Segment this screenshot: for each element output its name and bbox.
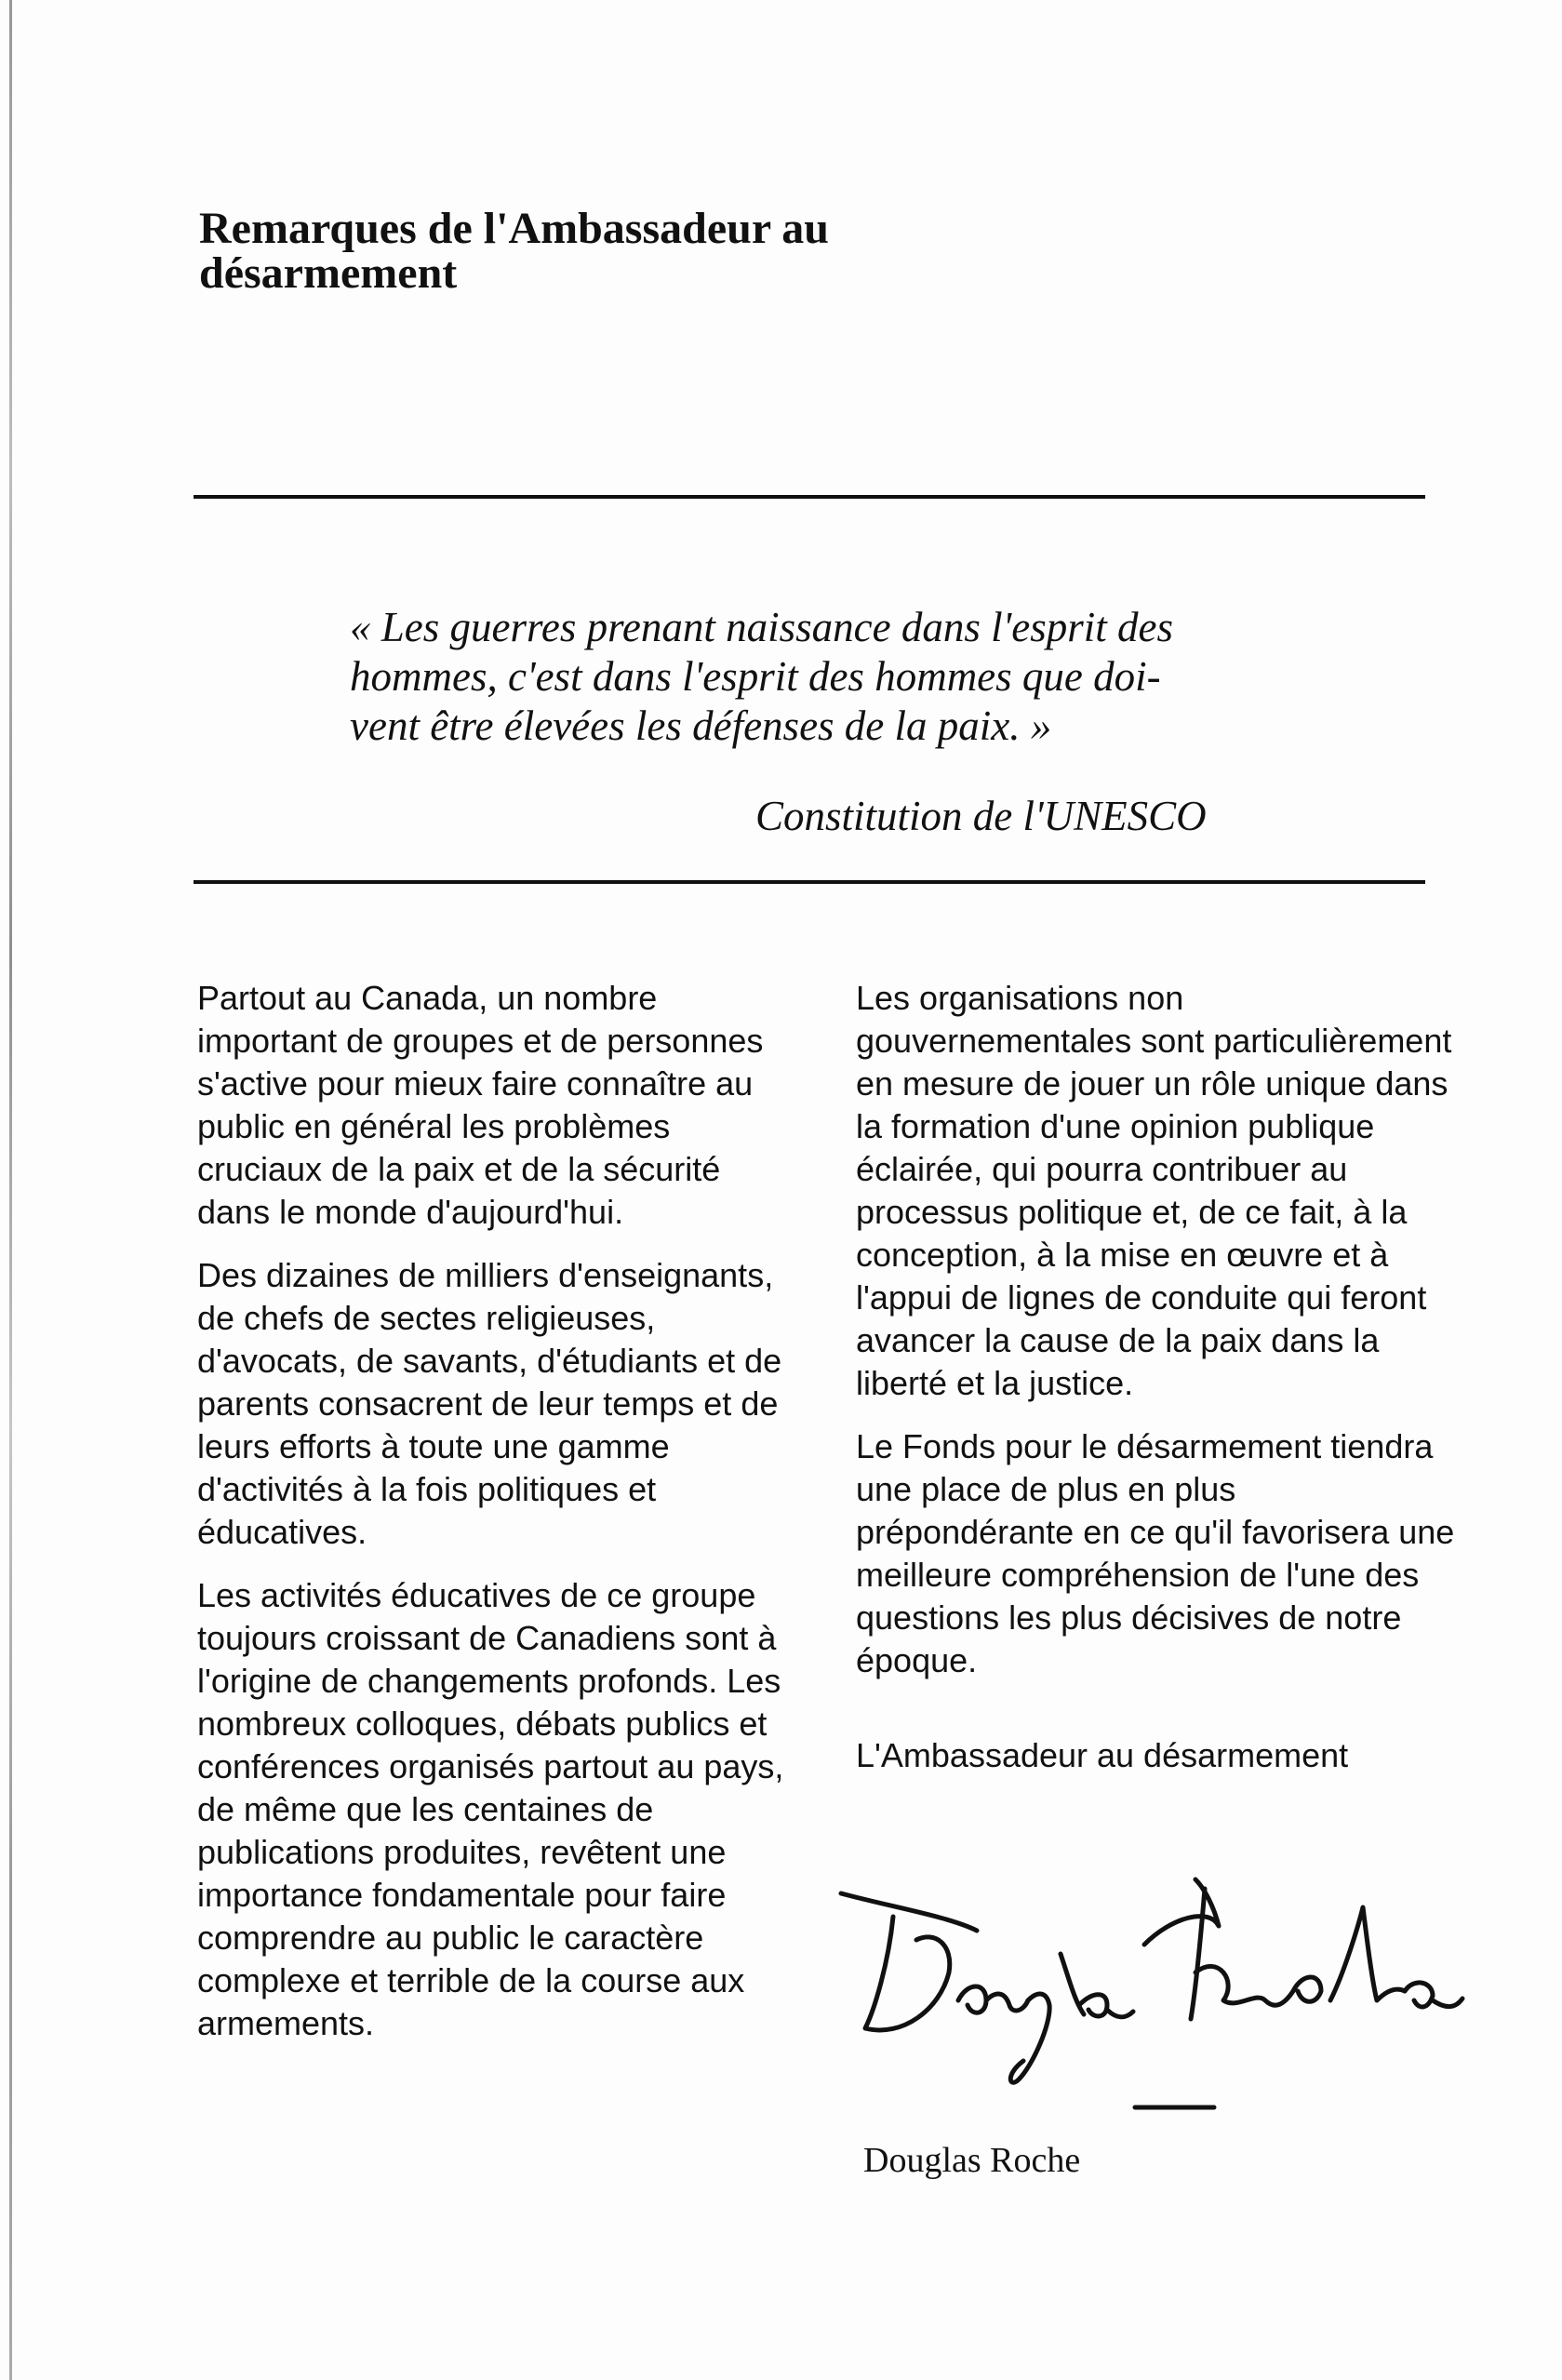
title-line-1: Remarques de l'Ambassadeur au — [199, 204, 829, 253]
scan-edge — [9, 0, 12, 2380]
paragraph: Des dizaines de milliers d'enseignants, de chefs de sectes religieuses, d'avocats, de savants, d'étudiants et de parents consacrent de leur temps et de leurs efforts à toute une gamme d'activités à la fois politiques et éducatives. — [197, 1256, 782, 1551]
epigraph-source: Constitution de l'UNESCO — [755, 793, 1207, 839]
epigraph-quote — [350, 603, 1243, 751]
signatory-role: L'Ambassadeur au désarmement — [856, 1736, 1349, 1774]
title-line-2: désarmement — [199, 248, 458, 298]
paragraph: Partout au Canada, un nombre important de groupes et de personnes s'active pour mieux faire connaître au public en général les problèmes cruciaux de la paix et de la sécurité dans le monde d'aujourd'hui. — [197, 979, 764, 1231]
signatory-name: Douglas Roche — [863, 2141, 1081, 2180]
top-divider — [194, 495, 1425, 499]
bottom-divider — [194, 880, 1425, 884]
paragraph: Les organisations non gouvernementales sont particulièrement en mesure de jouer un rôle unique dans la formation d'une opinion publique éclairée, qui pourra contribuer au processus politique et, de ce fait, à la conception, à la mise en œuvre et à l'appui de lignes de conduite qui feront avancer la cause de la paix dans la liberté et la justice. — [856, 979, 1452, 1402]
left-column — [197, 977, 793, 2066]
epigraph-line-3: vent être élevées les défenses de la paix. » — [350, 702, 1052, 749]
paragraph: Les activités éducatives de ce groupe toujours croissant de Canadiens sont à l'origine de changements profonds. Les nombreux colloques, débats publics et conférences organisés partout au pays, de même que les centaines de publications produites, revêtent une importance fondamentale pour faire comprendre au public le caractère complexe et terrible de la course aux armements. — [197, 1576, 784, 2042]
epigraph-line-2: hommes, c'est dans l'esprit des hommes que doi- — [350, 653, 1161, 700]
right-column — [856, 977, 1461, 1798]
page-title — [199, 204, 1036, 298]
paragraph: Le Fonds pour le désarmement tiendra une place de plus en plus prépondérante en ce qu'il favorisera une meilleure compréhension de l'une des questions les plus décisives de notre époque. — [856, 1427, 1455, 1679]
epigraph-line-1: « Les guerres prenant naissance dans l'esprit des — [350, 604, 1173, 650]
handwritten-signature — [837, 1852, 1470, 2112]
